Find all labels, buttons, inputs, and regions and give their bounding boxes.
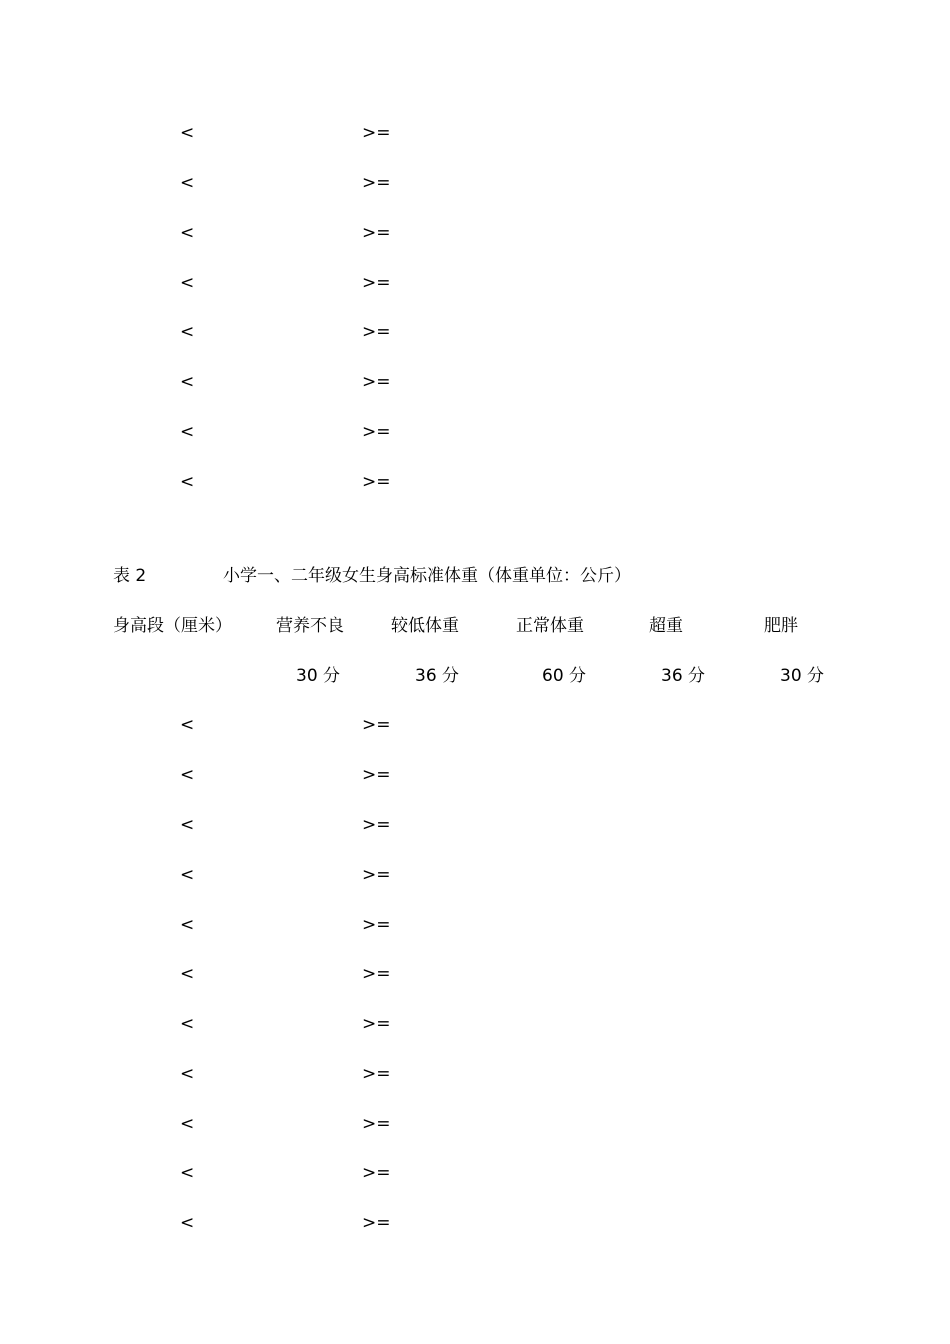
table-title: 小学一、二年级女生身高标准体重（体重单位：公斤） <box>223 566 631 586</box>
column-header-normal-weight: 正常体重 <box>516 616 584 636</box>
greater-equal-symbol: >= <box>362 173 391 193</box>
greater-equal-symbol: >= <box>362 1014 391 1034</box>
greater-equal-symbol: >= <box>362 372 391 392</box>
score-malnutrition: 30 分 <box>296 666 341 686</box>
less-than-symbol: < <box>180 223 195 243</box>
less-than-symbol: < <box>180 765 195 785</box>
less-than-symbol: < <box>180 815 195 835</box>
less-than-symbol: < <box>180 123 195 143</box>
greater-equal-symbol: >= <box>362 1114 391 1134</box>
column-header-low-weight: 较低体重 <box>391 616 459 636</box>
column-header-overweight: 超重 <box>649 616 683 636</box>
table-label: 表 2 <box>113 566 147 586</box>
greater-equal-symbol: >= <box>362 472 391 492</box>
less-than-symbol: < <box>180 715 195 735</box>
less-than-symbol: < <box>180 1114 195 1134</box>
less-than-symbol: < <box>180 472 195 492</box>
less-than-symbol: < <box>180 865 195 885</box>
less-than-symbol: < <box>180 1213 195 1233</box>
score-obese: 30 分 <box>780 666 825 686</box>
score-low-weight: 36 分 <box>415 666 460 686</box>
greater-equal-symbol: >= <box>362 915 391 935</box>
greater-equal-symbol: >= <box>362 223 391 243</box>
score-normal-weight: 60 分 <box>542 666 587 686</box>
greater-equal-symbol: >= <box>362 322 391 342</box>
less-than-symbol: < <box>180 1064 195 1084</box>
greater-equal-symbol: >= <box>362 1163 391 1183</box>
less-than-symbol: < <box>180 1163 195 1183</box>
greater-equal-symbol: >= <box>362 715 391 735</box>
less-than-symbol: < <box>180 173 195 193</box>
greater-equal-symbol: >= <box>362 815 391 835</box>
less-than-symbol: < <box>180 915 195 935</box>
score-overweight: 36 分 <box>661 666 706 686</box>
less-than-symbol: < <box>180 422 195 442</box>
greater-equal-symbol: >= <box>362 123 391 143</box>
greater-equal-symbol: >= <box>362 422 391 442</box>
less-than-symbol: < <box>180 1014 195 1034</box>
greater-equal-symbol: >= <box>362 964 391 984</box>
column-header-obese: 肥胖 <box>764 616 798 636</box>
column-header-malnutrition: 营养不良 <box>276 616 344 636</box>
greater-equal-symbol: >= <box>362 1213 391 1233</box>
greater-equal-symbol: >= <box>362 865 391 885</box>
greater-equal-symbol: >= <box>362 273 391 293</box>
column-header-height-range: 身高段（厘米） <box>113 616 232 636</box>
less-than-symbol: < <box>180 322 195 342</box>
less-than-symbol: < <box>180 372 195 392</box>
greater-equal-symbol: >= <box>362 1064 391 1084</box>
less-than-symbol: < <box>180 964 195 984</box>
greater-equal-symbol: >= <box>362 765 391 785</box>
less-than-symbol: < <box>180 273 195 293</box>
